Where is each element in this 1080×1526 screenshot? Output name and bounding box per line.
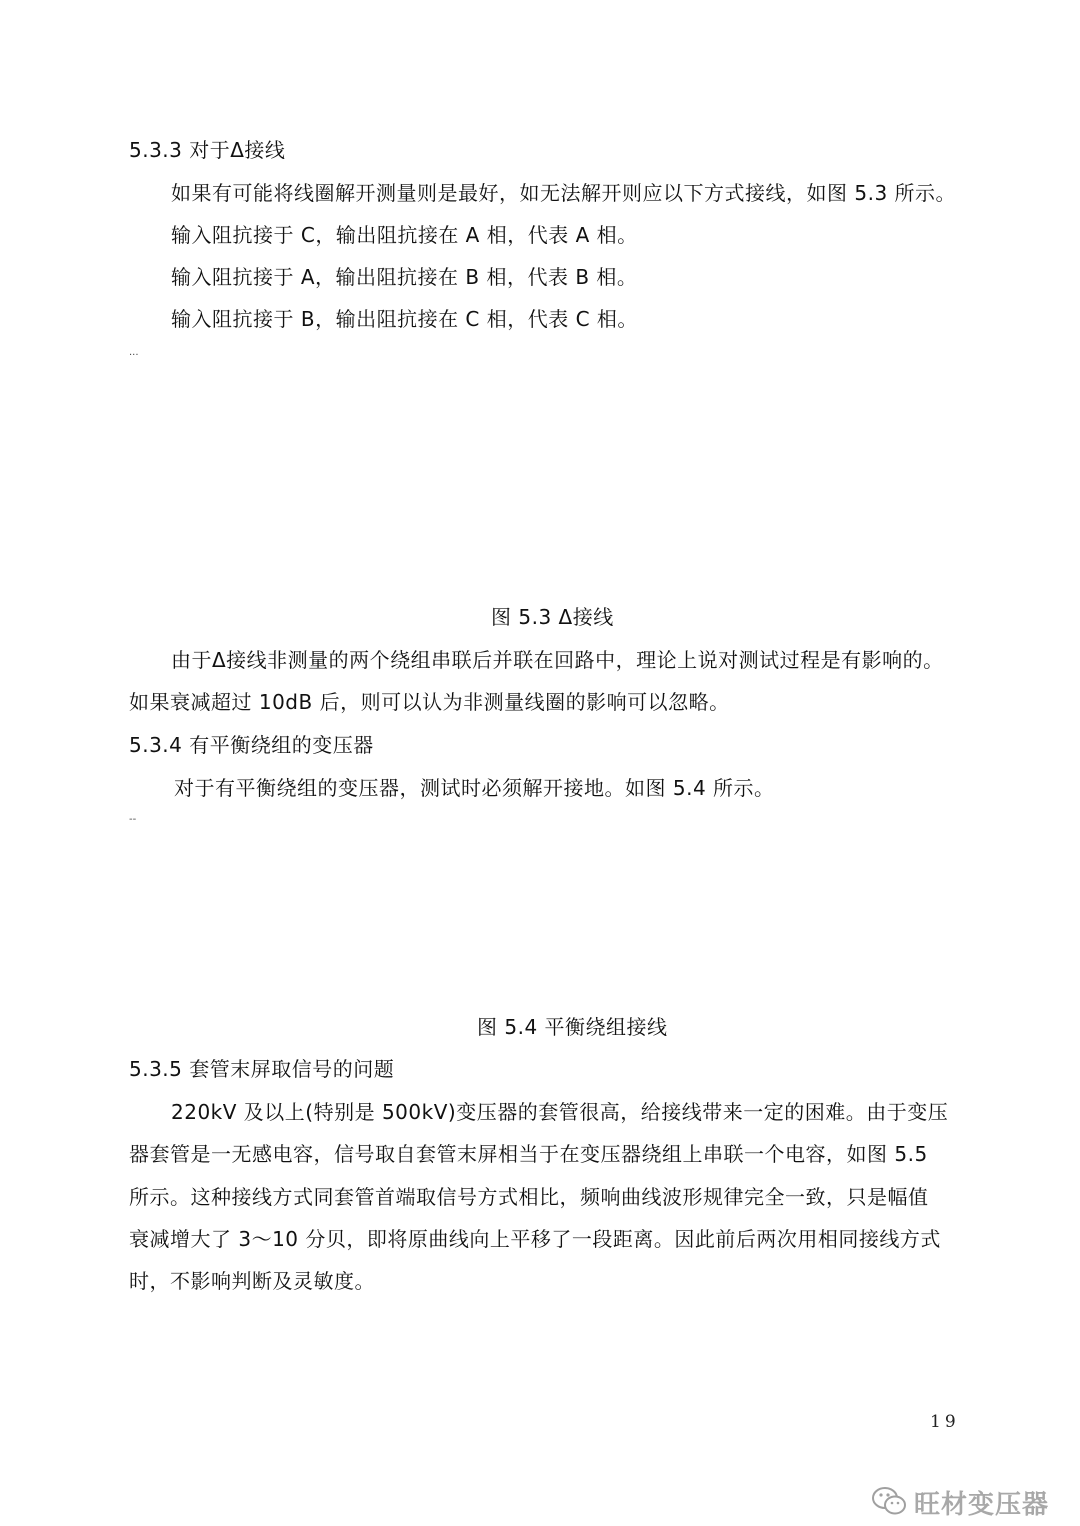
paragraph-text: 输入阻抗接于 B，输出阻抗接在 C 相，代表 C 相。	[171, 307, 638, 331]
paragraph-text: 由于Δ接线非测量的两个绕组串联后并联在回路中，理论上说对测试过程是有影响的。	[171, 648, 944, 672]
section-heading-5-3-3: 5.3.3 对于Δ接线	[129, 138, 286, 162]
paragraph-text: 对于有平衡绕组的变压器，测试时必须解开接地。如图 5.4 所示。	[174, 776, 775, 800]
paragraph-text: 如果衰减超过 10dB 后，则可以认为非测量线圈的影响可以忽略。	[129, 690, 730, 714]
paragraph-text: 衰减增大了 3～10 分贝，即将原曲线向上平移了一段距离。因此前后两次用相同接线方式	[129, 1227, 941, 1251]
figure-placeholder-mark: ...	[129, 347, 139, 358]
watermark-text: 旺材变压器	[914, 1490, 1050, 1520]
figure-placeholder-mark: --	[129, 814, 137, 825]
paragraph-text: 器套管是一无感电容，信号取自套管末屏相当于在变压器绕组上串联一个电容，如图 5.5	[129, 1142, 928, 1166]
figure-caption-5-4: 图 5.4 平衡绕组接线	[477, 1015, 668, 1039]
paragraph-text: 输入阻抗接于 A，输出阻抗接在 B 相，代表 B 相。	[171, 265, 638, 289]
paragraph-text: 时，不影响判断及灵敏度。	[129, 1269, 375, 1293]
section-heading-5-3-5: 5.3.5 套管末屏取信号的问题	[129, 1057, 395, 1081]
figure-caption-5-3: 图 5.3 Δ接线	[491, 605, 614, 629]
wechat-icon	[870, 1485, 908, 1521]
paragraph-text: 所示。这种接线方式同套管首端取信号方式相比，频响曲线波形规律完全一致，只是幅值	[129, 1185, 929, 1209]
watermark	[870, 1484, 1049, 1521]
paragraph-text: 220kV 及以上(特别是 500kV)变压器的套管很高，给接线带来一定的困难。由于变压	[171, 1100, 949, 1124]
paragraph-text: 如果有可能将线圈解开测量则是最好，如无法解开则应以下方式接线，如图 5.3 所示。	[171, 181, 957, 205]
page-number: 19	[930, 1412, 960, 1432]
paragraph-text: 输入阻抗接于 C，输出阻抗接在 A 相，代表 A 相。	[171, 223, 638, 247]
section-heading-5-3-4: 5.3.4 有平衡绕组的变压器	[129, 733, 374, 757]
